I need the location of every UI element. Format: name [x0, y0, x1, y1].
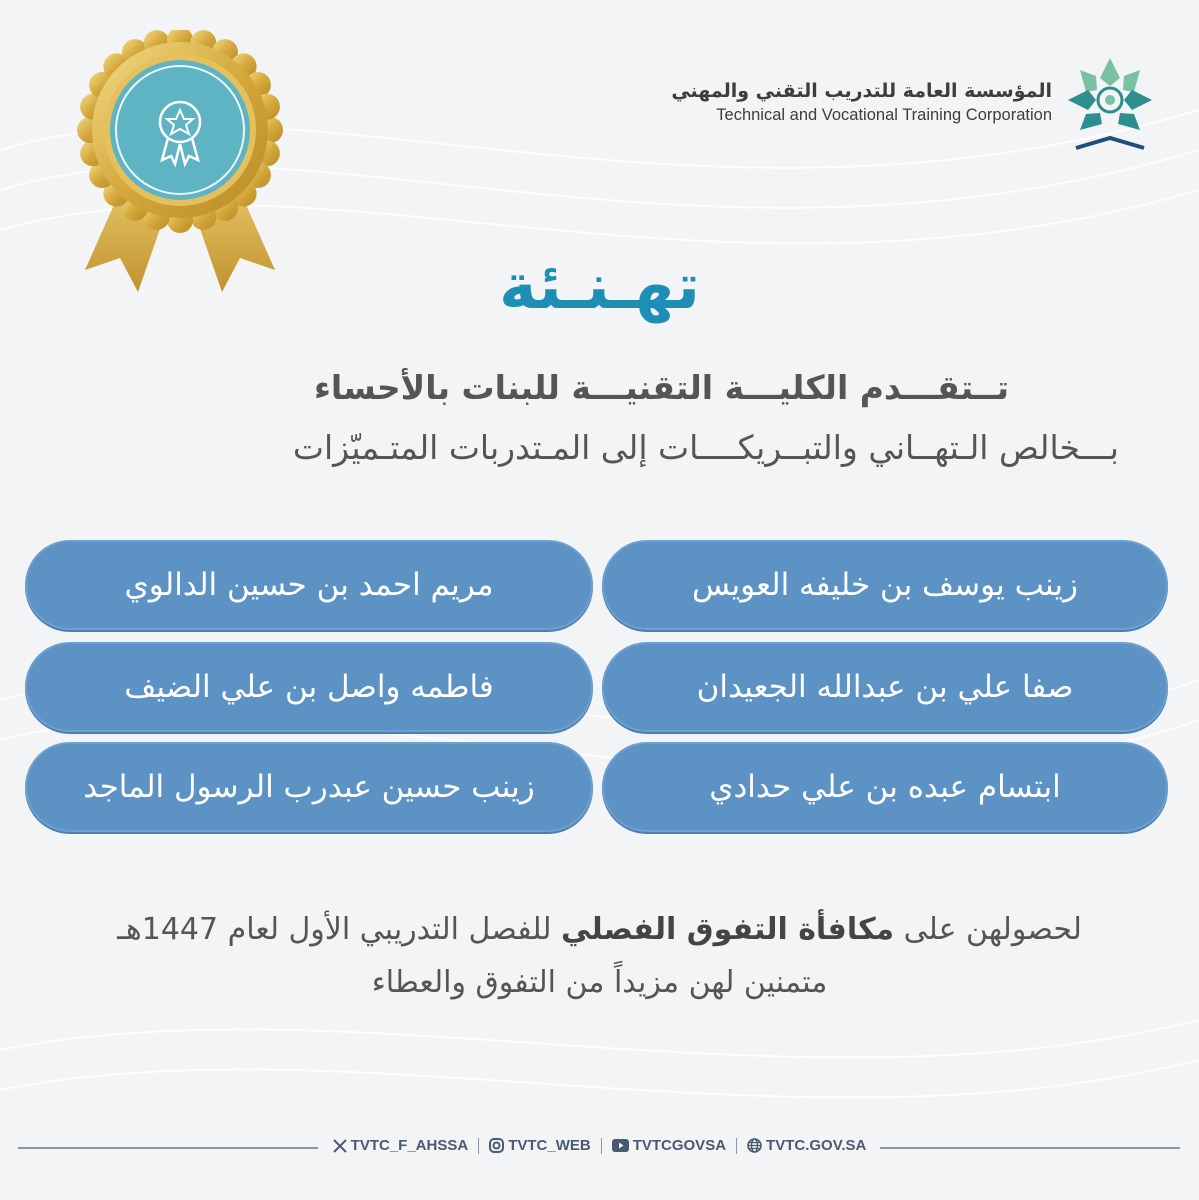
org-name-ar: المؤسسة العامة للتدريب التقني والمهني: [671, 80, 1052, 102]
youtube-handle: TVTCGOVSA: [632, 1137, 727, 1154]
subtitle-congrats: بـــخالص الـتهــاني والتبــريكــــات إلى المـتدربات المتـميّزات: [292, 428, 1119, 467]
honoree-name-pill: مريم احمد بن حسين الدالوي: [25, 540, 593, 630]
award-name: مكافأة التفوق الفصلي: [561, 912, 895, 947]
instagram-handle: TVTC_WEB: [508, 1137, 591, 1154]
honoree-name-pill: زينب يوسف بن خليفه العويس: [602, 540, 1168, 630]
social-bar: [0, 1137, 1199, 1154]
separator: [601, 1138, 602, 1154]
x-handle: TVTC_F_AHSSA: [350, 1137, 469, 1154]
congratulations-title: تهـنـئة: [498, 250, 701, 324]
honoree-name-pill: صفا علي بن عبدالله الجعيدان: [602, 642, 1168, 732]
website-link[interactable]: [747, 1137, 866, 1154]
website-url: TVTC.GOV.SA: [766, 1137, 867, 1154]
separator: [478, 1138, 479, 1154]
closing-line-1: [0, 912, 1199, 947]
honoree-name-pill: زينب حسين عبدرب الرسول الماجد: [25, 742, 593, 832]
honoree-name-pill: ابتسام عبده بن علي حدادي: [602, 742, 1168, 832]
x-icon: [333, 1139, 347, 1153]
youtube-link[interactable]: [612, 1137, 726, 1154]
tvtc-logo-icon: [1060, 52, 1160, 157]
org-name-en: Technical and Vocational Training Corporation: [716, 106, 1052, 124]
youtube-icon: [612, 1139, 629, 1152]
org-name: [671, 80, 1052, 125]
closing-line-2: متمنين لهن مزيداً من التفوق والعطاء: [371, 965, 828, 1000]
separator: [736, 1138, 737, 1154]
globe-icon: [747, 1138, 762, 1153]
instagram-link[interactable]: [489, 1137, 591, 1154]
x-link[interactable]: [333, 1137, 469, 1154]
closing-text-start: لحصولهن على: [894, 912, 1082, 947]
honoree-name-pill: فاطمه واصل بن علي الضيف: [25, 642, 593, 732]
subtitle-college: تــتقـــدم الكليـــة التقنيـــة للبنات بالأحساء: [314, 368, 1009, 407]
closing-text-end: للفصل التدريبي الأول لعام 1447هـ: [117, 912, 561, 947]
instagram-icon: [489, 1138, 504, 1153]
